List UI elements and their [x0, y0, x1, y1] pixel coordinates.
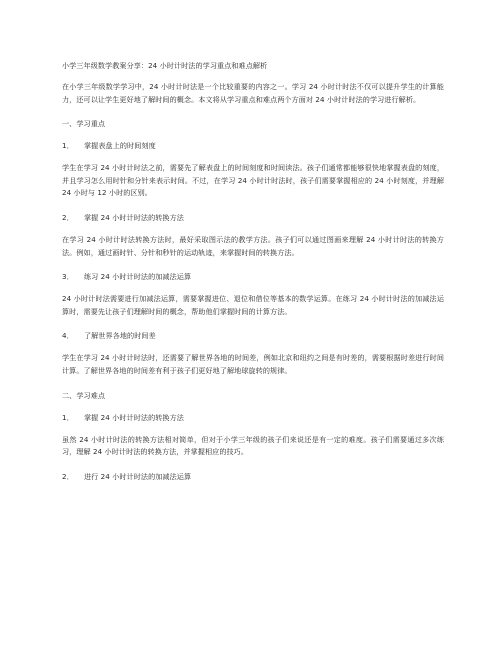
item-heading [62, 140, 444, 151]
item-title: 掌握表盘上的时间刻度 [84, 141, 156, 151]
intro-paragraph: 在小学三年级数学学习中，24 小时计时法是一个比较重要的内容之一。学习 24 小时计时法不仅可以提升学生的计算能力，还可以让学生更好地了解时间的概念。本文将从学习重点和难点两个方面对 24 小时计时法的学习进行解析。 [62, 82, 444, 104]
item-paragraph: 24 小时计时法需要进行加减法运算，需要掌握进位、退位和借位等基本的数学运算。在练习 24 小时计时法的加减法运算时，需要先让孩子们理解时间的概念，帮助他们掌握时间的计算方法。 [62, 294, 444, 316]
item-heading [62, 212, 444, 223]
item-heading [62, 330, 444, 341]
item-paragraph: 学生在学习 24 小时计时法时，还需要了解世界各地的时间差，例如北京和纽约之间是有时差的，需要根据时差进行时间计算。了解世界各地的时间差有利于孩子们更好地了解地球旋转的规律。 [62, 353, 444, 375]
item-number: 1． [62, 141, 74, 151]
item-number: 1． [62, 412, 74, 422]
item-title: 练习 24 小时计时法的加减法运算 [84, 272, 192, 282]
item-number: 2． [62, 212, 74, 222]
document-title: 小学三年级数学教案分享：24 小时计时法的学习重点和难点解析 [62, 61, 268, 70]
item-title: 了解世界各地的时间差 [84, 331, 156, 341]
item-title: 进行 24 小时计时法的加减法运算 [84, 471, 192, 481]
item-title: 掌握 24 小时计时法的转换方法 [84, 412, 184, 422]
item-paragraph: 在学习 24 小时计时法转换方法时，最好采取图示法的教学方法。孩子们可以通过图画来理解 24 小时计时法的转换方法。例如，通过画时针、分针和秒针的运动轨迹，来掌握时间的转换方法。 [62, 234, 444, 257]
section-heading-difficulties: 二、学习难点 [62, 390, 106, 400]
item-paragraph: 学生在学习 24 小时计时法之前，需要先了解表盘上的时间刻度和时间读法。孩子们通常都能够很快地掌握表盘的刻度，并且学习怎么用时针和分针来表示时间。不过，在学习 24 小时计时法时，孩子们需要掌握相应的 24 小时刻度，并理解 24 小时与 12 小时的区别。 [62, 163, 444, 198]
item-heading [62, 471, 444, 482]
item-title: 掌握 24 小时计时法的转换方法 [84, 212, 184, 222]
item-number: 4． [62, 331, 74, 341]
item-heading [62, 271, 444, 282]
section-heading-key-points: 一、学习重点 [62, 119, 106, 129]
item-paragraph: 虽然 24 小时计时法的转换方法相对简单，但对于小学三年级的孩子们来说还是有一定的难度。孩子们需要通过多次练习，理解 24 小时计时法的转换方法，并掌握相应的技巧。 [62, 434, 444, 457]
item-heading [62, 412, 444, 423]
item-number: 3． [62, 272, 74, 282]
item-number: 2． [62, 471, 74, 481]
